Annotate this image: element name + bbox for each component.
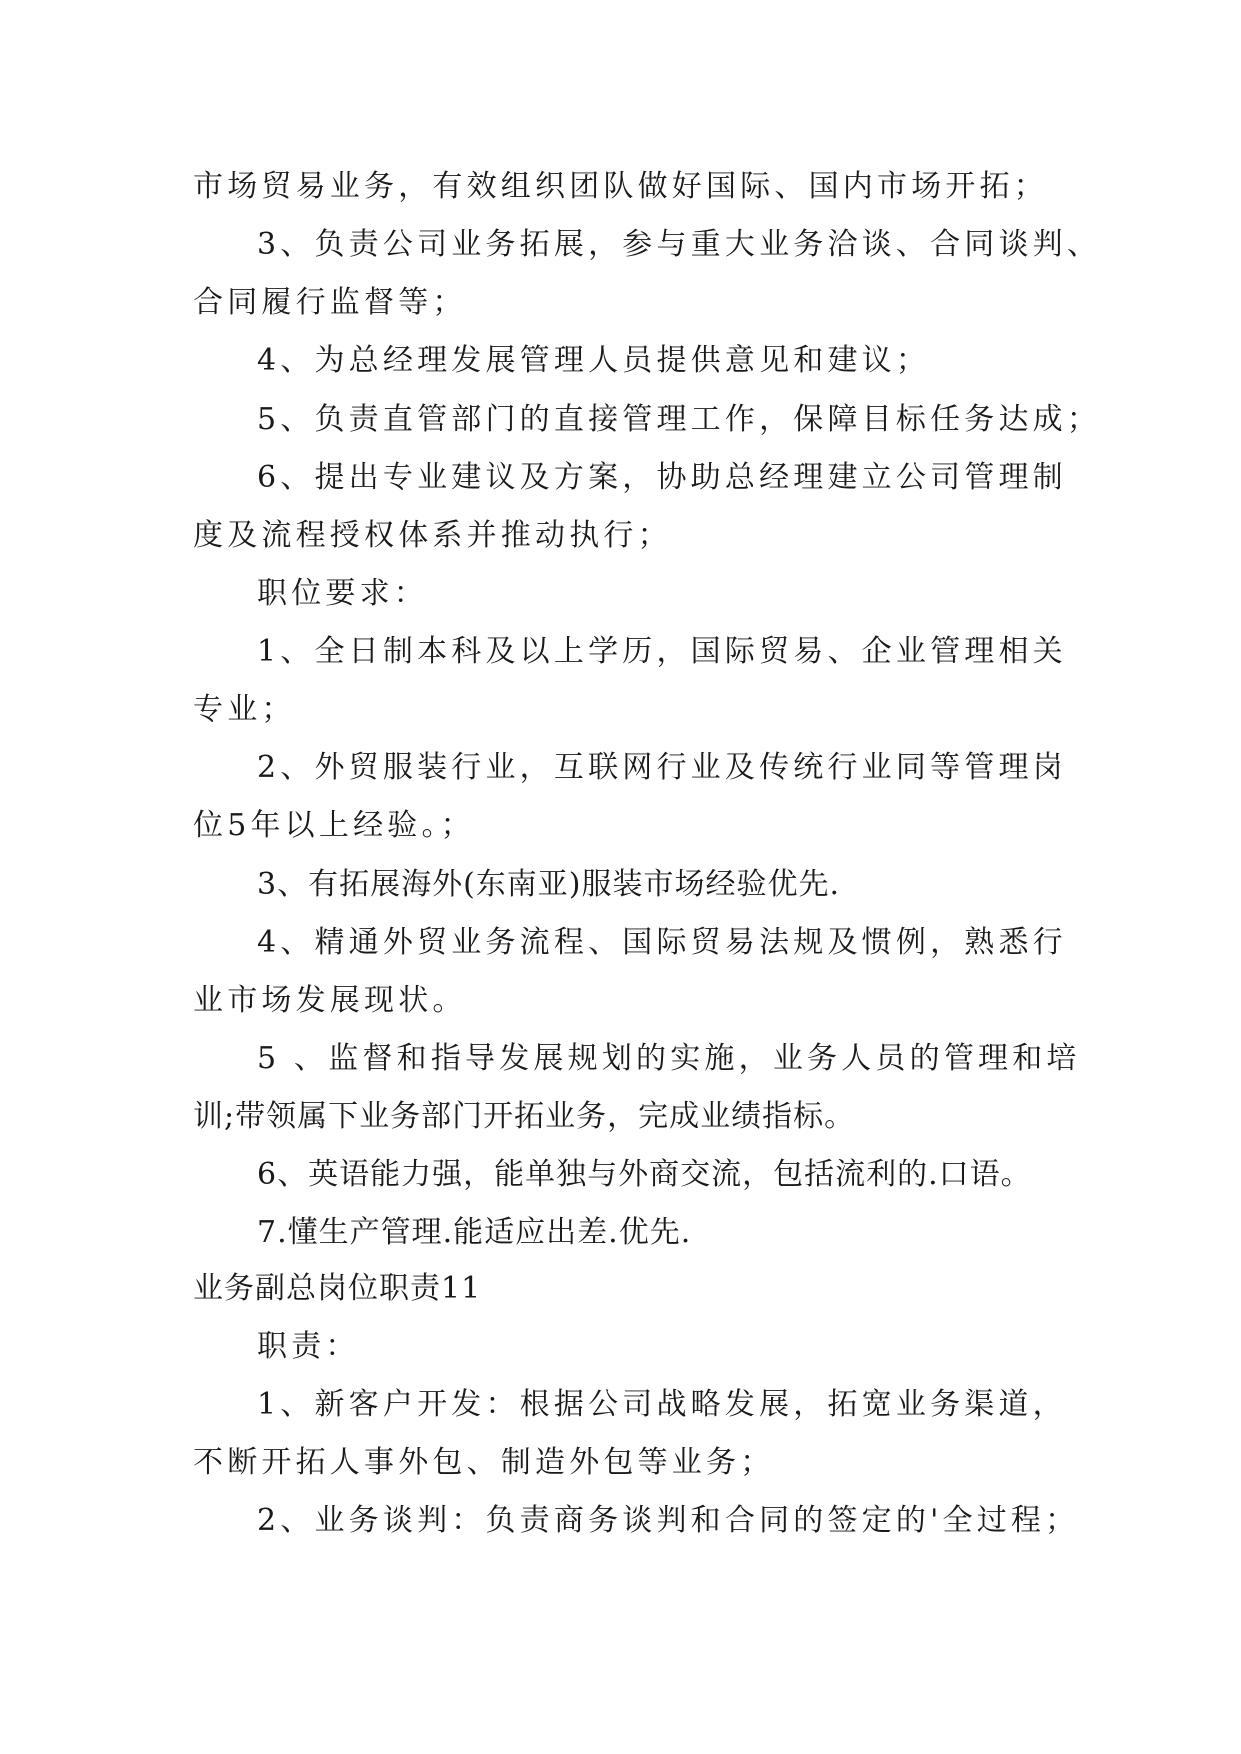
- body-text-line: 度及流程授权体系并推动执行；: [193, 518, 672, 553]
- section-heading: 职位要求：: [257, 576, 428, 611]
- section-heading: 职责：: [257, 1329, 360, 1364]
- list-item-line: 3、负责公司业务拓展，参与重大业务洽谈、合同谈判、: [257, 227, 1102, 262]
- list-item-line: 2、业务谈判：负责商务谈判和合同的签定的'全过程；: [257, 1503, 1080, 1538]
- body-text-line: 训;带领属下业务部门开拓业务，完成业绩指标。: [193, 1099, 856, 1134]
- body-text-line: 业市场发展现状。: [193, 983, 467, 1018]
- body-text-line: 不断开拓人事外包、制造外包等业务；: [193, 1445, 775, 1480]
- list-item-line: 7.懂生产管理.能适应出差.优先.: [257, 1215, 692, 1250]
- list-item-line: 1、新客户开发：根据公司战略发展，拓宽业务渠道，: [257, 1387, 1067, 1422]
- list-item-line: 2、外贸服装行业，互联网行业及传统行业同等管理岗: [257, 750, 1067, 785]
- list-item-line: 1、全日制本科及以上学历，国际贸易、企业管理相关: [257, 634, 1067, 669]
- body-text-line: 位5年以上经验。；: [193, 808, 475, 843]
- list-item-line: 4、精通外贸业务流程、国际贸易法规及惯例，熟悉行: [257, 925, 1067, 960]
- list-item-line: 5、负责直管部门的直接管理工作，保障目标任务达成；: [257, 402, 1102, 437]
- section-title: 业务副总岗位职责11: [193, 1271, 482, 1306]
- body-text-line: 市场贸易业务，有效组织团队做好国际、国内市场开拓；: [193, 169, 1048, 204]
- list-item-line: 6、提出专业建议及方案，协助总经理建立公司管理制: [257, 460, 1067, 495]
- body-text-line: 专业；: [193, 692, 296, 727]
- list-item-line: 4、为总经理发展管理人员提供意见和建议；: [257, 343, 931, 378]
- list-item-line: 5 、监督和指导发展规划的实施，业务人员的管理和培: [257, 1041, 1081, 1076]
- list-item-line: 3、有拓展海外(东南亚)服装市场经验优先.: [257, 867, 841, 902]
- list-item-line: 6、英语能力强，能单独与外商交流，包括流利的.口语。: [257, 1157, 1032, 1192]
- body-text-line: 合同履行监督等；: [193, 285, 467, 320]
